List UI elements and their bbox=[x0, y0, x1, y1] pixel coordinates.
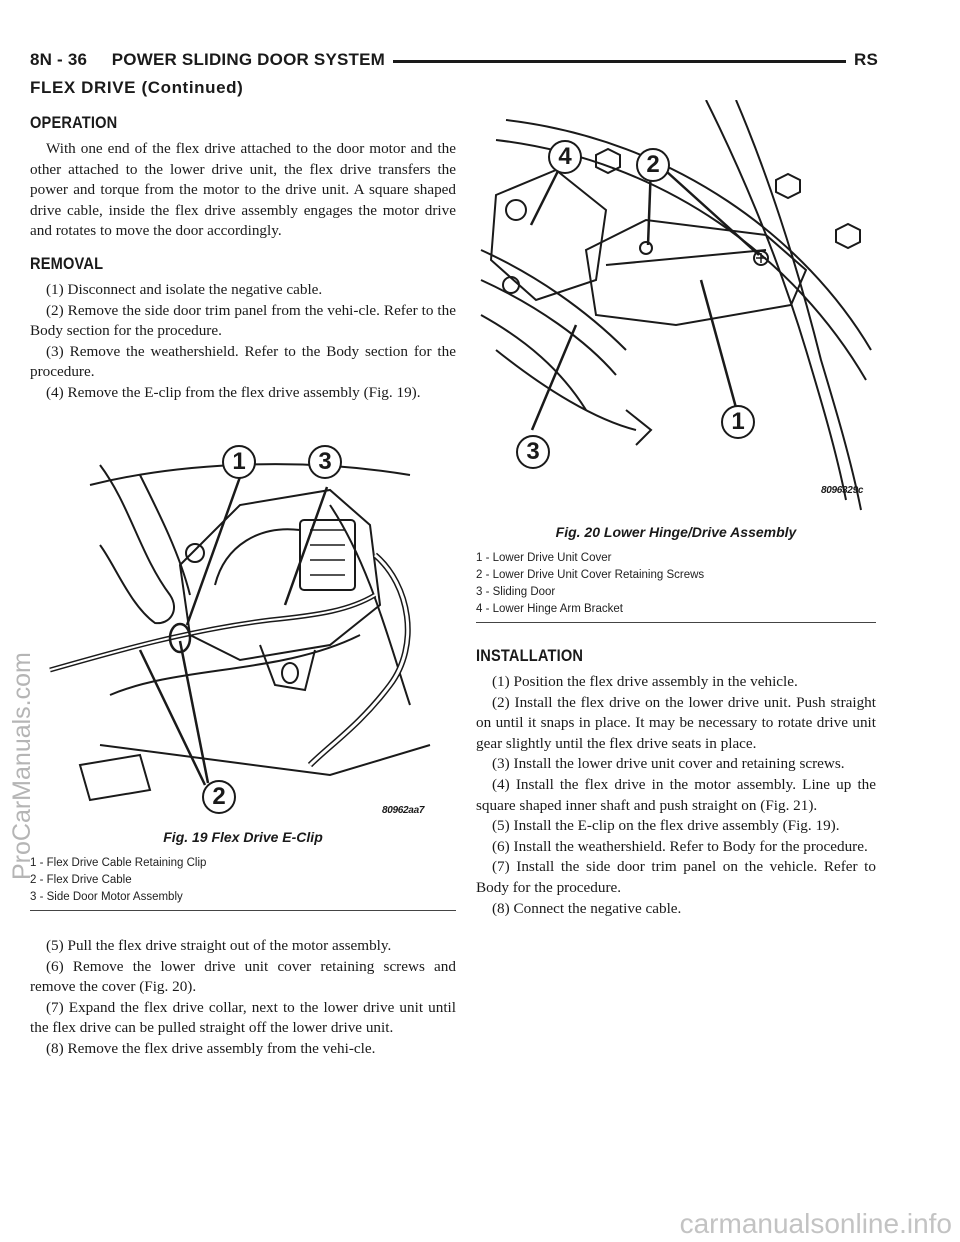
left-column-top bbox=[30, 113, 456, 404]
bottom-watermark: carmanualsonline.info bbox=[679, 1208, 952, 1239]
figure-code: 8096329c bbox=[821, 485, 864, 496]
removal-step: (2) Remove the side door trim panel from the vehi-cle. Refer to the Body section for the procedure. bbox=[30, 301, 456, 340]
figure-code: 80962aa7 bbox=[382, 805, 425, 816]
callout-3: 3 bbox=[308, 445, 342, 479]
left-column-bottom bbox=[30, 936, 456, 1060]
legend-item: 3 - Side Door Motor Assembly bbox=[30, 891, 183, 903]
removal-step: (8) Remove the flex drive assembly from the vehi-cle. bbox=[46, 1039, 376, 1057]
installation-step: (7) Install the side door trim panel on the vehicle. Refer to Body for the procedure. bbox=[476, 858, 876, 896]
figure-20-illustration bbox=[476, 100, 876, 520]
legend-item: 4 - Lower Hinge Arm Bracket bbox=[476, 603, 624, 615]
installation-step: (8) Connect the negative cable. bbox=[492, 899, 682, 917]
right-column bbox=[476, 646, 876, 919]
figure-19 bbox=[30, 445, 456, 911]
callout-2: 2 bbox=[202, 780, 236, 814]
removal-step: (5) Pull the flex drive straight out of the motor assembly. bbox=[46, 937, 392, 954]
legend-item: 1 - Lower Drive Unit Cover bbox=[476, 552, 612, 564]
operation-text: With one end of the flex drive attached to the door motor and the other attached to the lower drive unit, the flex drive transfers the power and torque from the motor to the drive unit. A square shaped drive cable, inside the flex drive assembly engages the motor drive and rotates to move the door accordingly. bbox=[30, 140, 456, 240]
installation-step: (3) Install the lower drive unit cover and retaining screws. bbox=[492, 755, 845, 773]
figure-20 bbox=[476, 100, 876, 623]
installation-step: (2) Install the flex drive on the lower drive unit. Push straight on until it snaps in place. It may be necessary to rotate drive unit gear slightly until the flex drive seats in place. bbox=[476, 693, 876, 752]
figure-20-rule bbox=[476, 622, 876, 623]
continued-heading: FLEX DRIVE (Continued) bbox=[30, 78, 244, 97]
installation-step: (6) Install the weathershield. Refer to Body for the procedure. bbox=[492, 837, 868, 855]
header-model-code: RS bbox=[846, 50, 878, 70]
removal-step: (1) Disconnect and isolate the negative cable. bbox=[46, 280, 323, 298]
removal-step: (4) Remove the E-clip from the flex drive assembly (Fig. 19). bbox=[46, 383, 421, 401]
flex-drive-eclip-drawing bbox=[30, 445, 456, 825]
callout-1: 1 bbox=[721, 405, 755, 439]
removal-step: (6) Remove the lower drive unit cover retaining screws and remove the cover (Fig. 20). bbox=[30, 957, 456, 996]
installation-step: (4) Install the flex drive in the motor assembly. Line up the square shaped inner shaft and push straight on (Fig. 21). bbox=[476, 775, 876, 814]
removal-step: (7) Expand the flex drive collar, next to the lower drive unit until the flex drive can be pulled straight off the lower drive unit. bbox=[30, 998, 456, 1037]
callout-4: 4 bbox=[548, 140, 582, 174]
figure-20-title: Fig. 20 Lower Hinge/Drive Assembly bbox=[555, 524, 797, 540]
legend-item: 2 - Flex Drive Cable bbox=[30, 874, 132, 886]
page-header bbox=[30, 50, 878, 72]
header-section-title: 8N - 36 POWER SLIDING DOOR SYSTEM bbox=[30, 50, 393, 70]
callout-1: 1 bbox=[222, 445, 256, 479]
removal-heading: REMOVAL bbox=[30, 253, 104, 273]
callout-2: 2 bbox=[636, 148, 670, 182]
legend-item: 2 - Lower Drive Unit Cover Retaining Screws bbox=[476, 569, 705, 581]
callout-3: 3 bbox=[516, 435, 550, 469]
installation-step: (1) Position the flex drive assembly in the vehicle. bbox=[492, 673, 798, 690]
legend-item: 1 - Flex Drive Cable Retaining Clip bbox=[30, 857, 207, 869]
operation-heading: OPERATION bbox=[30, 113, 118, 132]
figure-20-legend bbox=[476, 550, 876, 618]
figure-19-illustration bbox=[30, 445, 456, 825]
removal-step: (3) Remove the weathershield. Refer to the Body section for the procedure. bbox=[30, 342, 456, 381]
figure-19-legend bbox=[30, 855, 456, 906]
figure-19-title: Fig. 19 Flex Drive E-Clip bbox=[163, 829, 323, 845]
figure-19-rule bbox=[30, 910, 456, 911]
installation-heading: INSTALLATION bbox=[476, 646, 584, 665]
legend-item: 3 - Sliding Door bbox=[476, 586, 556, 598]
side-watermark: ProCarManuals.com bbox=[8, 652, 36, 880]
installation-step: (5) Install the E-clip on the flex drive assembly (Fig. 19). bbox=[492, 817, 840, 835]
